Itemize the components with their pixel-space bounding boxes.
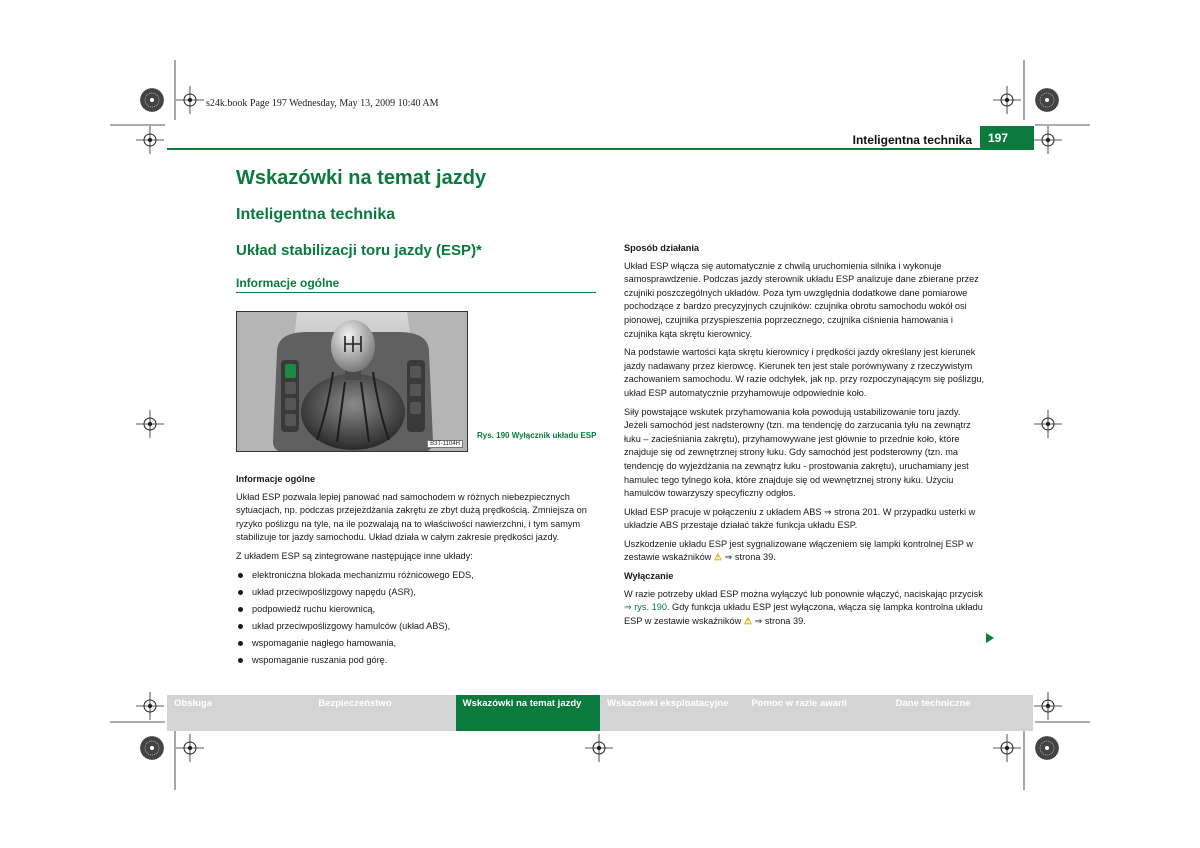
- list-item: podpowiedź ruchu kierownicą,: [236, 603, 596, 617]
- tab-bezpieczenstwo[interactable]: Bezpieczeństwo: [318, 698, 392, 709]
- subsection-title: Układ stabilizacji toru jazdy (ESP)*: [236, 242, 482, 259]
- esp-warning-icon: ⚠: [713, 552, 723, 563]
- text-span: Uszkodzenie układu ESP jest sygnalizowane włączeniem się lampki kontrolnej ESP w zestawie wskaźników: [624, 538, 973, 563]
- figure-reference-link[interactable]: ⇒ rys. 190: [624, 602, 667, 613]
- tab-wskazowki-eksploatacyjne[interactable]: Wskazówki eksploatacyjne: [606, 698, 729, 709]
- page-number: 197: [980, 126, 1034, 150]
- chapter-title: Wskazówki na temat jazdy: [236, 167, 487, 189]
- tab-dane-techniczne[interactable]: Dane techniczne: [895, 698, 971, 709]
- print-info: s24k.book Page 197 Wednesday, May 13, 2009 10:40 AM: [206, 98, 439, 109]
- tab-wskazowki-na-temat-jazdy[interactable]: Wskazówki na temat jazdy: [456, 695, 600, 731]
- left-paragraph-2: Z układem ESP są zintegrowane następujące inne układy:: [236, 550, 473, 561]
- right-column: [624, 242, 986, 633]
- text-span: Układ ESP pracuje w połączeniu z układem ABS: [624, 506, 825, 517]
- left-column: [236, 473, 596, 671]
- running-header: Inteligentna technika: [852, 133, 972, 147]
- list-item: elektroniczna blokada mechanizmu różnicowego EDS,: [236, 569, 596, 583]
- left-paragraph-1: Układ ESP pozwala lepiej panować nad samochodem w różnych niebezpiecznych sytuacjach, np. podczas przejeżdżania zakrętu ze zbyt dużą prędkością. Zmniejsza on ryzyko poślizgu na tyle, na ile pozwalają na to właściwości nawierzchni, i tym samym stabilizuje tor jazdy samochodu. Układ działa w całym zakresie prędkości jazdy.: [236, 491, 587, 543]
- page-reference-link[interactable]: ⇒ strona 39.: [752, 615, 806, 626]
- text-span: . Gdy funkcja układu ESP jest wyłączona, włącza się lampka kontrolna układu ESP w zestawie wskaźników: [624, 602, 983, 626]
- tab-obsluga[interactable]: Obsługa: [174, 698, 213, 709]
- right-paragraph-4: [624, 506, 986, 533]
- right-paragraph-3: Siły powstające wskutek przyhamowania koła powodują ustabilizowanie toru jazdy. Jeżeli samochód jest nadsterowny (tzn. ma tendencję do zarzucania tyłu na zewnątrz łuku – zacieśniania zakrętu), przyhamowywane jest głównie to przednie koło, które znajduje się od zewnętrznej strony łuku. Gdy samochód jest podsterowny (tzn. ma tendencję do wyjeżdżania na zewnątrz łuku - prostowania zakrętu), uruchamiany jest hamulec tego tylnego koła, które znajduje się od wewnętrznej strony łuku. Użyciu hamulców towarzyszy specyficzny odgłos.: [624, 406, 971, 499]
- continue-arrow-icon[interactable]: [986, 633, 994, 643]
- figure-code: B3T-1104H: [427, 440, 463, 448]
- list-item: wspomaganie ruszania pod górę.: [236, 654, 596, 668]
- topic-rule: [236, 292, 596, 293]
- esp-switch-figure: [236, 311, 468, 452]
- footer-chapter-tabs: [167, 695, 1033, 731]
- right-paragraph-6: [624, 588, 986, 629]
- right-paragraph-1: Układ ESP włącza się automatycznie z chwilą uruchomienia silnika i wykonuje samosprawdzenie. Podczas jazdy sterownik układu ESP analizuje dane zbierane przez czujniki poszczególnych układów. Poza tym uwzględnia dodatkowe dane pomiarowe pochodzące z bardzo precyzyjnych czujników: czujnika obrotu samochodu wokół osi pionowej, czujnika przyspieszenia poprzecznego, czujnika ciśnienia hamowania i czujnika kąta skrętu kierownicy.: [624, 260, 979, 339]
- text-span: W razie potrzeby układ ESP można wyłączyć lub ponownie włączyć, naciskając przycisk: [624, 588, 983, 599]
- page-reference-link[interactable]: ⇒ strona 201: [824, 506, 878, 517]
- figure-caption: Rys. 190 Wyłącznik układu ESP: [477, 431, 597, 440]
- list-item: układ przeciwpoślizgowy napędu (ASR),: [236, 586, 596, 600]
- right-paragraph-5: [624, 538, 986, 565]
- section-title: Inteligentna technika: [236, 206, 396, 223]
- right-paragraph-2: Na podstawie wartości kąta skrętu kierownicy i prędkości jazdy określany jest kierunek jazdy nadawany przez kierowcę. Kierunek ten jest stale porównywany z rzeczywistym zachowaniem samochodu. W razie odchyłek, jak np. przy rozpoczynającym się poślizgu, układ ESP automatycznie przyhamowuje odpowiednie koło.: [624, 347, 985, 398]
- list-item: układ przeciwpoślizgowy hamulców (układ ABS),: [236, 620, 596, 634]
- gear-console-illustration: [237, 312, 468, 452]
- page-reference-link[interactable]: ⇒ strona 39.: [722, 552, 776, 563]
- right-heading-2: Wyłączanie: [624, 571, 674, 582]
- esp-warning-icon: ⚠: [743, 615, 753, 626]
- list-item: wspomaganie nagłego hamowania,: [236, 637, 596, 651]
- header-rule: [167, 148, 1034, 150]
- text-span: . W przypadku usterki w układzie ABS przestaje działać także funkcja układu ESP.: [624, 506, 976, 531]
- topic-title: Informacje ogólne: [236, 276, 340, 290]
- right-heading-1: Sposób działania: [624, 243, 700, 253]
- tab-pomoc-w-razie-awarii[interactable]: Pomoc w razie awarii: [751, 698, 847, 709]
- integrated-systems-list: [236, 569, 596, 668]
- left-heading: Informacje ogólne: [236, 474, 316, 484]
